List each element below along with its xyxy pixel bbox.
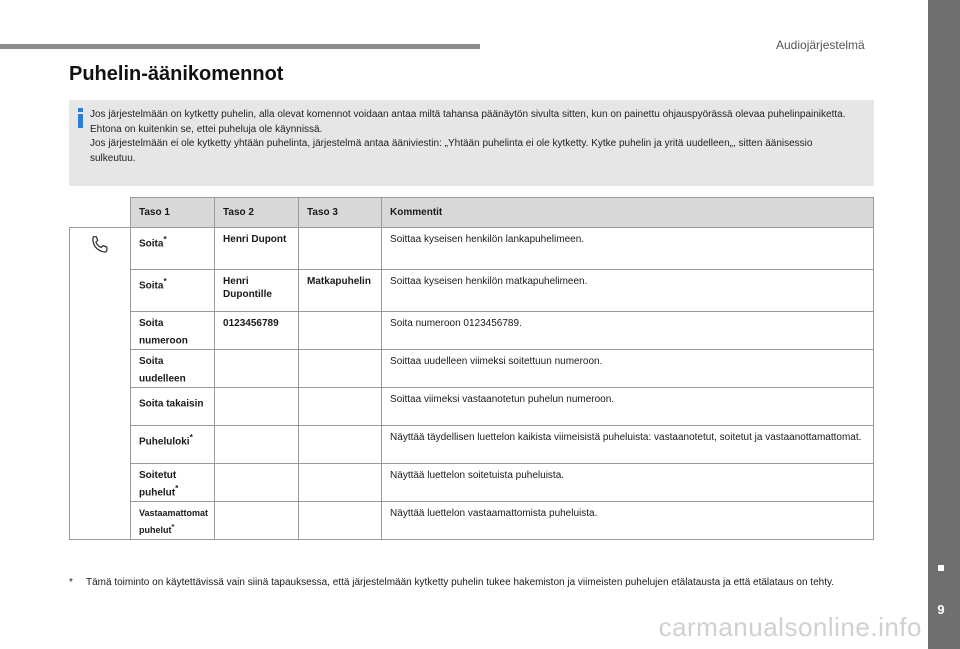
header-level-1: Taso 1 (131, 198, 215, 228)
voice-commands-table (69, 197, 874, 540)
phone-icon (89, 234, 111, 256)
icon-cell (70, 228, 131, 540)
info-paragraph-1: Jos järjestelmään on kytketty puhelin, alla olevat komennot voidaan antaa miltä tahansa päänäytön sivulta sitten, kun on painettu ohjauspyörässä olevaa puhelinpainiketta. Ehtona on kuitenkin se, ettei puheluja ole käynnissä. (90, 109, 846, 135)
table-row (70, 502, 874, 540)
page-marker-square (938, 565, 944, 571)
header-rule (0, 44, 480, 49)
comment-cell: Soita numeroon 0123456789. (382, 312, 874, 350)
level-2-cell (215, 350, 299, 388)
level-3-cell (299, 426, 382, 464)
comment-cell: Soittaa kyseisen henkilön lankapuhelimeen. (382, 228, 874, 270)
info-box (69, 100, 874, 186)
page-title: Puhelin-äänikomennot (69, 63, 284, 85)
header-level-2: Taso 2 (215, 198, 299, 228)
level-2-cell (215, 464, 299, 502)
level-2-cell: Henri Dupontille (215, 270, 299, 312)
footnote (69, 576, 869, 591)
footnote-text: Tämä toiminto on käytettävissä vain siinä tapauksessa, että järjestelmään kytketty puhelin tukee hakemiston ja viimeisten puhelujen etälatausta ja että etälataus on tehty. (86, 577, 835, 588)
footnote-mark: * (69, 577, 73, 588)
table-row (70, 270, 874, 312)
table-row (70, 350, 874, 388)
level-1-cell: Soita takaisin (131, 388, 215, 426)
page-number: 9 (937, 602, 945, 617)
level-2-cell: 0123456789 (215, 312, 299, 350)
level-3-cell (299, 312, 382, 350)
comment-cell: Näyttää luettelon vastaamattomista puheluista. (382, 502, 874, 540)
section-title: Audiojärjestelmä (776, 38, 865, 52)
info-icon (75, 108, 87, 130)
comment-cell: Soittaa uudelleen viimeksi soitettuun numeroon. (382, 350, 874, 388)
level-1-cell: Soita* (131, 270, 215, 312)
table-row (70, 228, 874, 270)
level-3-cell (299, 350, 382, 388)
level-1-cell: Soita uudelleen (131, 350, 215, 388)
level-2-cell (215, 388, 299, 426)
table-row (70, 464, 874, 502)
level-3-cell (299, 228, 382, 270)
level-1-cell: Vastaamattomat puhelut* (131, 502, 215, 540)
level-2-cell (215, 502, 299, 540)
header-level-3: Taso 3 (299, 198, 382, 228)
watermark: carmanualsonline.info (658, 612, 922, 642)
table-header-row (70, 198, 874, 228)
page-side-bar (928, 0, 960, 649)
info-text (90, 108, 860, 166)
level-1-cell: Soita* (131, 228, 215, 270)
header-blank-cell (70, 198, 131, 228)
info-paragraph-2: Jos järjestelmään ei ole kytketty yhtään puhelinta, järjestelmä antaa ääniviestin: „Yhtään puhelinta ei ole kytketty. Kytke puhelin ja yritä uudelleen„, sitten äänisessio sulkeutuu. (90, 138, 813, 164)
table-row (70, 388, 874, 426)
comment-cell: Soittaa kyseisen henkilön matkapuhelimeen. (382, 270, 874, 312)
level-1-cell: Soitetut puhelut* (131, 464, 215, 502)
level-2-cell (215, 426, 299, 464)
comment-cell: Näyttää luettelon soitetuista puheluista. (382, 464, 874, 502)
level-1-cell: Puheluloki* (131, 426, 215, 464)
level-3-cell: Matkapuhelin (299, 270, 382, 312)
level-3-cell (299, 388, 382, 426)
comment-cell: Näyttää täydellisen luettelon kaikista viimeisistä puheluista: vastaanotetut, soitetut ja vastaanottamattomat. (382, 426, 874, 464)
level-2-cell: Henri Dupont (215, 228, 299, 270)
header-comments: Kommentit (382, 198, 874, 228)
level-1-cell: Soita numeroon (131, 312, 215, 350)
comment-cell: Soittaa viimeksi vastaanotetun puhelun numeroon. (382, 388, 874, 426)
level-3-cell (299, 502, 382, 540)
level-3-cell (299, 464, 382, 502)
table-row (70, 426, 874, 464)
table-row (70, 312, 874, 350)
